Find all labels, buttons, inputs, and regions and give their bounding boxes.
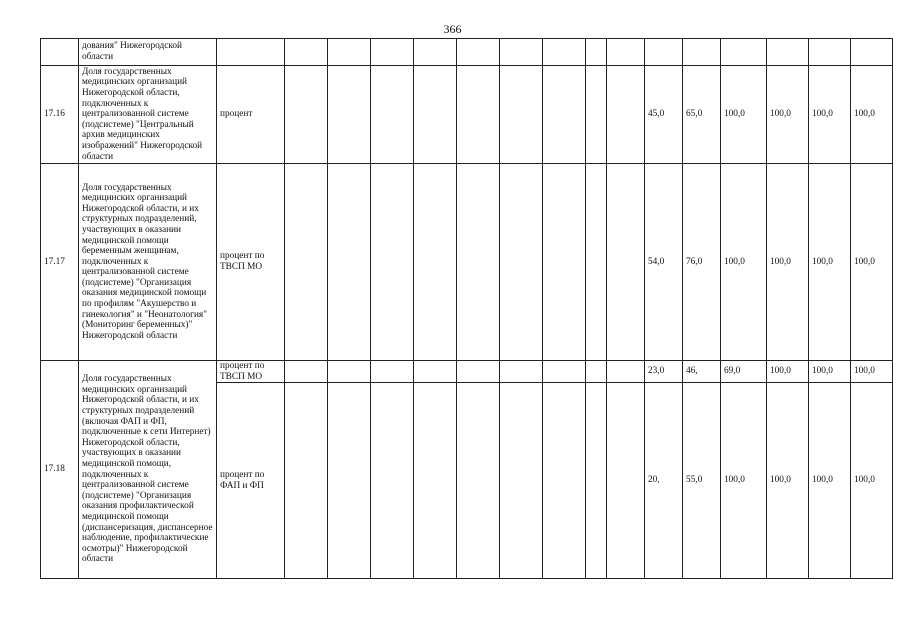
value-cell bbox=[414, 361, 457, 383]
value-cell: 100,0 bbox=[809, 164, 851, 361]
value-cell bbox=[328, 39, 371, 66]
table-row bbox=[41, 66, 893, 164]
value-cell bbox=[586, 383, 607, 579]
unit-cell: процент bbox=[217, 66, 285, 164]
value-cell: 100,0 bbox=[721, 164, 767, 361]
table-row bbox=[41, 361, 893, 383]
value-cell bbox=[414, 164, 457, 361]
value-cell: 23,0 bbox=[645, 361, 683, 383]
value-cell bbox=[328, 383, 371, 579]
value-cell bbox=[586, 66, 607, 164]
value-cell: 100,0 bbox=[721, 66, 767, 164]
unit-cell: процент по ТВСП МО bbox=[217, 164, 285, 361]
value-cell: 100,0 bbox=[767, 361, 809, 383]
value-cell bbox=[607, 164, 645, 361]
table-row bbox=[41, 164, 893, 361]
value-cell bbox=[721, 39, 767, 66]
unit-cell bbox=[217, 39, 285, 66]
value-cell bbox=[607, 66, 645, 164]
value-cell: 76,0 bbox=[683, 164, 721, 361]
value-cell bbox=[328, 164, 371, 361]
value-cell bbox=[607, 383, 645, 579]
value-cell bbox=[607, 39, 645, 66]
value-cell bbox=[457, 361, 500, 383]
value-cell bbox=[543, 361, 586, 383]
value-cell bbox=[285, 383, 328, 579]
value-cell bbox=[414, 383, 457, 579]
value-cell: 100,0 bbox=[809, 383, 851, 579]
value-cell bbox=[500, 361, 543, 383]
row-number: 17.17 bbox=[41, 164, 79, 361]
value-cell bbox=[809, 39, 851, 66]
value-cell bbox=[543, 164, 586, 361]
indicators-table bbox=[40, 38, 893, 579]
value-cell bbox=[543, 39, 586, 66]
value-cell: 55,0 bbox=[683, 383, 721, 579]
value-cell bbox=[457, 66, 500, 164]
value-cell bbox=[328, 361, 371, 383]
value-cell bbox=[500, 164, 543, 361]
value-cell bbox=[586, 164, 607, 361]
value-cell: 45,0 bbox=[645, 66, 683, 164]
value-cell bbox=[371, 39, 414, 66]
value-cell bbox=[851, 39, 893, 66]
value-cell bbox=[285, 164, 328, 361]
value-cell bbox=[607, 361, 645, 383]
page-number: 366 bbox=[443, 22, 462, 36]
value-cell bbox=[457, 39, 500, 66]
value-cell bbox=[767, 39, 809, 66]
value-cell: 100,0 bbox=[851, 66, 893, 164]
value-cell bbox=[500, 383, 543, 579]
value-cell: 54,0 bbox=[645, 164, 683, 361]
value-cell: 100,0 bbox=[809, 361, 851, 383]
value-cell bbox=[645, 39, 683, 66]
value-cell: 69,0 bbox=[721, 361, 767, 383]
value-cell bbox=[414, 66, 457, 164]
row-number: 17.18 bbox=[41, 361, 79, 579]
value-cell bbox=[285, 39, 328, 66]
value-cell bbox=[285, 361, 328, 383]
value-cell: 65,0 bbox=[683, 66, 721, 164]
value-cell bbox=[500, 66, 543, 164]
table-row bbox=[41, 39, 893, 66]
value-cell bbox=[586, 361, 607, 383]
unit-cell: процент по ФАП и ФП bbox=[217, 383, 285, 579]
value-cell bbox=[543, 383, 586, 579]
value-cell bbox=[371, 66, 414, 164]
value-cell bbox=[683, 39, 721, 66]
value-cell bbox=[328, 66, 371, 164]
value-cell: 100,0 bbox=[851, 383, 893, 579]
indicator-name: Доля государственных медицинских организаций Нижегородской области, и их структурных подразделений (включая ФАП и ФП, подключенные к сети Интернет) Нижегородской области, участвующих в оказании медицинской помощи, подключенных к централизованной системе (подсистеме) "Организация оказания профилактической медицинской помощи (диспансеризация, диспансерное наблюдение, профилактические осмотры)" Нижегородской области bbox=[79, 361, 217, 579]
row-number: 17.16 bbox=[41, 66, 79, 164]
value-cell bbox=[586, 39, 607, 66]
value-cell bbox=[500, 39, 543, 66]
value-cell: 20, bbox=[645, 383, 683, 579]
unit-cell: процент по ТВСП МО bbox=[217, 361, 285, 383]
value-cell: 46, bbox=[683, 361, 721, 383]
value-cell bbox=[457, 383, 500, 579]
value-cell bbox=[457, 164, 500, 361]
value-cell bbox=[371, 164, 414, 361]
value-cell: 100,0 bbox=[809, 66, 851, 164]
table-body bbox=[41, 39, 893, 579]
value-cell bbox=[285, 66, 328, 164]
value-cell: 100,0 bbox=[767, 66, 809, 164]
value-cell bbox=[371, 383, 414, 579]
value-cell: 100,0 bbox=[767, 383, 809, 579]
value-cell: 100,0 bbox=[851, 164, 893, 361]
indicator-name: Доля государственных медицинских организаций Нижегородской области, и их структурных подразделений, участвующих в оказании медицинской помощи беременным женщинам, подключенных к централизованной системе (подсистеме) "Организация оказания медицинской помощи по профилям "Акушерство и гинекология" и "Неонатология" (Мониторинг беременных)" Нижегородской области bbox=[79, 164, 217, 361]
value-cell bbox=[414, 39, 457, 66]
indicator-name: дования" Нижегородской области bbox=[79, 39, 217, 66]
value-cell: 100,0 bbox=[721, 383, 767, 579]
value-cell bbox=[371, 361, 414, 383]
value-cell: 100,0 bbox=[767, 164, 809, 361]
value-cell bbox=[543, 66, 586, 164]
value-cell: 100,0 bbox=[851, 361, 893, 383]
indicator-name: Доля государственных медицинских организаций Нижегородской области, подключенных к централизованной системе (подсистеме) "Центральный архив медицинских изображений" Нижегородской области bbox=[79, 66, 217, 164]
row-number bbox=[41, 39, 79, 66]
